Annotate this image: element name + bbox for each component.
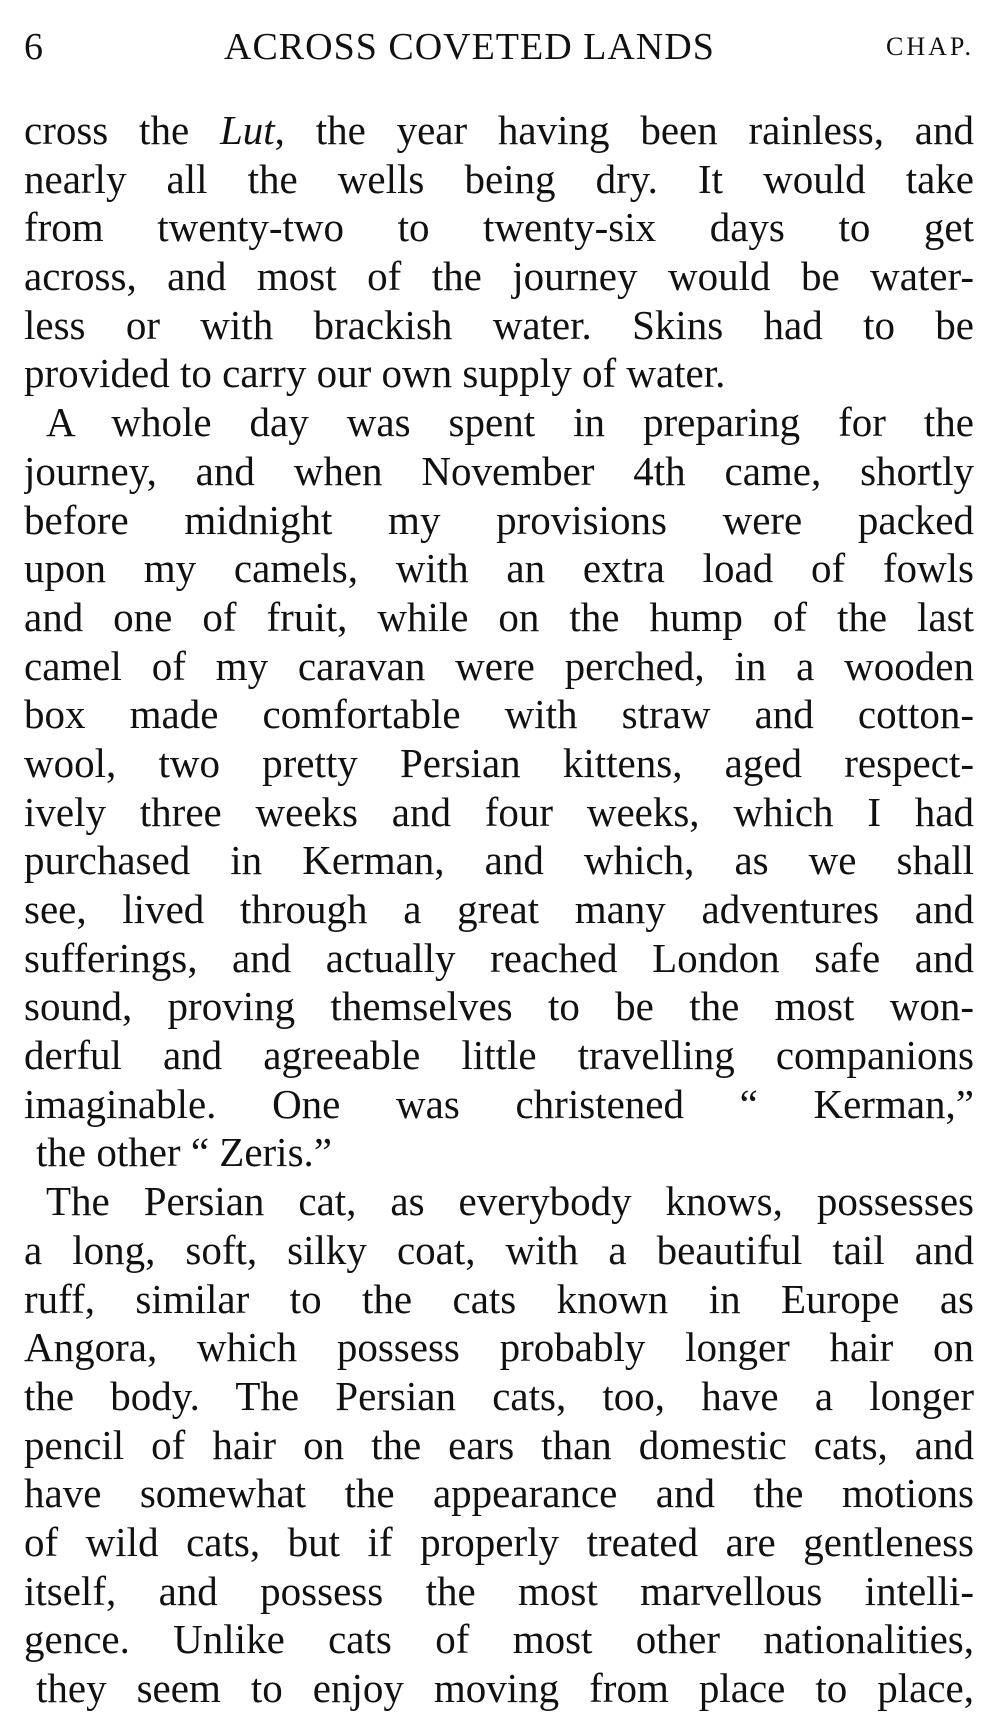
text-line: ively three weeks and four weeks, which I had <box>24 788 974 835</box>
running-head <box>24 22 974 72</box>
text-line: they seem to enjoy moving from place to place, <box>36 1665 974 1711</box>
text-line: wool, two pretty Persian kittens, aged respect- <box>24 739 974 786</box>
text-line: cross the Lut, the year having been rainless, and <box>24 107 974 153</box>
text-line: sufferings, and actually reached London safe and <box>24 934 974 981</box>
body-text <box>24 106 974 1713</box>
text-line: sound, proving themselves to be the most won- <box>24 983 974 1030</box>
page-number: 6 <box>24 26 43 68</box>
text-line: ruff, similar to the cats known in Europe as <box>24 1275 974 1322</box>
paragraph-start-line: The Persian cat, as everybody knows, possesses <box>46 1178 974 1225</box>
text-line: the body. The Persian cats, too, have a longer <box>24 1372 974 1419</box>
chapter-label: CHAP. <box>886 32 974 61</box>
paragraph-start-line: A whole day was spent in preparing for the <box>46 399 974 446</box>
text-line: journey, and when November 4th came, shortly <box>24 447 974 494</box>
text-line: purchased in Kerman, and which, as we shall <box>24 837 974 884</box>
text-line: have somewhat the appearance and the motions <box>24 1470 974 1517</box>
text-line: imaginable. One was christened “ Kerman,” <box>24 1080 974 1127</box>
text-line: derful and agreeable little travelling companions <box>24 1032 974 1079</box>
text-line: box made comfortable with straw and cotton- <box>24 691 974 738</box>
text-line: less or with brackish water. Skins had to be <box>24 301 974 348</box>
text-line: and one of fruit, while on the hump of the last <box>24 593 974 640</box>
text-line: of wild cats, but if properly treated are gentleness <box>24 1518 974 1565</box>
text-line: gence. Unlike cats of most other nationalities, <box>24 1616 974 1663</box>
text-line: nearly all the wells being dry. It would take <box>24 155 974 202</box>
text-line: camel of my caravan were perched, in a wooden <box>24 642 974 689</box>
text-line: pencil of hair on the ears than domestic cats, and <box>24 1421 974 1468</box>
book-title: ACROSS COVETED LANDS <box>224 26 715 68</box>
text-line: before midnight my provisions were packed <box>24 496 974 543</box>
text-line: upon my camels, with an extra load of fowls <box>24 545 974 592</box>
text-line: see, lived through a great many adventures and <box>24 886 974 932</box>
text-line: Angora, which possess probably longer hair on <box>24 1324 974 1371</box>
text-line: provided to carry our own supply of water. <box>24 350 726 397</box>
text-line: the other “ Zeris.” <box>36 1129 332 1176</box>
italic-word: Lut <box>219 107 275 153</box>
text-line: across, and most of the journey would be water- <box>24 253 974 300</box>
text-line: from twenty-two to twenty-six days to get <box>24 204 974 251</box>
text-line: a long, soft, silky coat, with a beautiful tail and <box>24 1226 974 1273</box>
text-line: itself, and possess the most marvellous intelli- <box>24 1567 974 1614</box>
